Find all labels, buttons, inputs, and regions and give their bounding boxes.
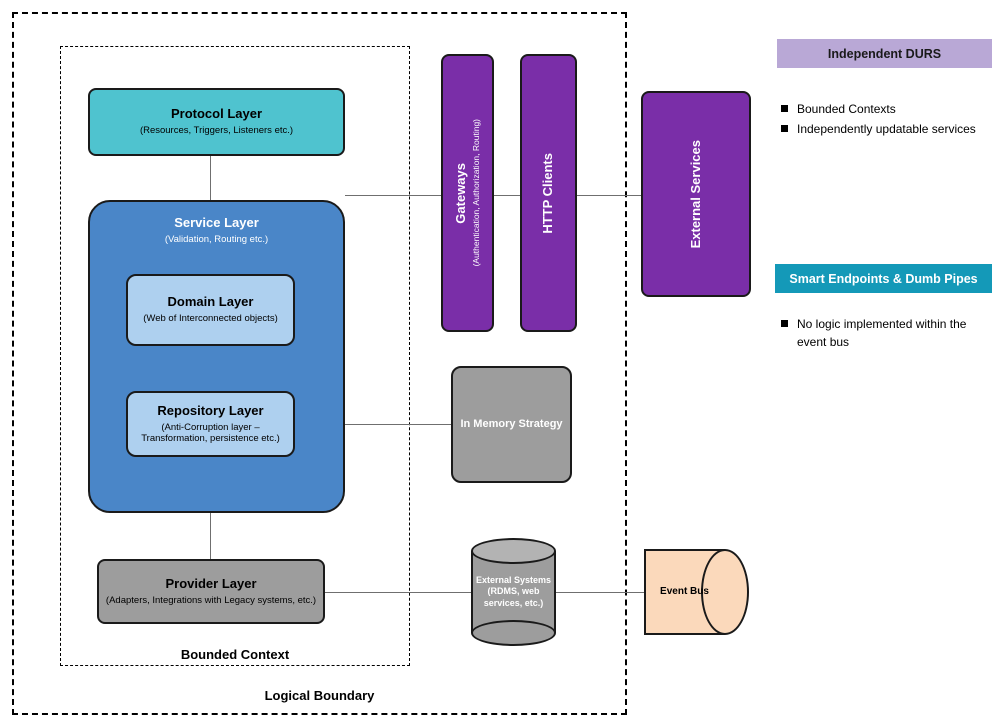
- repository-layer-box: [126, 391, 295, 457]
- external-systems-cylinder: [471, 538, 556, 646]
- connector-httpclients-external: [577, 195, 641, 196]
- legend-banner-independent-durs: Independent DURS: [777, 39, 992, 68]
- external-services-title-wrap: [689, 140, 704, 248]
- connector-protocol-gateways: [345, 195, 441, 196]
- bounded-context-label: Bounded Context: [180, 647, 290, 662]
- repository-layer-subtitle: (Anti-Corruption layer – Transformation, persistence etc.): [141, 421, 280, 444]
- external-systems-cylinder-top: [471, 538, 556, 564]
- gateways-title: Gateways: [452, 162, 468, 224]
- event-bus-title: Event Bus: [660, 585, 709, 597]
- gateways-box: [441, 54, 494, 332]
- domain-layer-title: Domain Layer: [167, 294, 254, 310]
- gateways-subtitle: (Authentication, Authorization, Routing): [470, 119, 481, 267]
- legend-item: Independently updatable services: [781, 120, 981, 138]
- provider-layer-subtitle: (Adapters, Integrations with Legacy systems, etc.): [105, 594, 317, 606]
- legend-list-independent-durs: [781, 100, 981, 140]
- external-systems-cylinder-bottom: [471, 620, 556, 646]
- domain-layer-box: [126, 274, 295, 346]
- external-systems-title: External Systems (RDMS, web services, etc.): [475, 575, 552, 608]
- service-layer-title: Service Layer: [174, 215, 259, 230]
- protocol-layer-box: [88, 88, 345, 156]
- external-services-box: [641, 91, 751, 297]
- protocol-layer-title: Protocol Layer: [170, 106, 263, 122]
- service-layer-subtitle: (Validation, Routing etc.): [164, 233, 269, 245]
- logical-boundary-label: Logical Boundary: [264, 688, 375, 703]
- connector-service-provider: [210, 512, 211, 559]
- event-bus-cylinder: [644, 549, 749, 635]
- repository-layer-title: Repository Layer: [157, 402, 264, 418]
- connector-externalsystems-eventbus: [556, 592, 644, 593]
- provider-layer-box: [97, 559, 325, 624]
- http-clients-title: HTTP Clients: [540, 152, 556, 234]
- connector-gateways-httpclients: [494, 195, 520, 196]
- gateways-title-wrap: [454, 163, 469, 224]
- protocol-layer-subtitle: (Resources, Triggers, Listeners etc.): [139, 125, 294, 137]
- legend-item: No logic implemented within the event bus: [781, 315, 981, 351]
- provider-layer-title: Provider Layer: [165, 575, 257, 591]
- legend-item: Bounded Contexts: [781, 100, 981, 118]
- domain-layer-subtitle: (Web of Interconnected objects): [143, 313, 278, 325]
- legend-banner-smart-endpoints: Smart Endpoints & Dumb Pipes: [775, 264, 992, 293]
- gateways-subtitle-wrap: [471, 119, 481, 266]
- http-clients-title-wrap: [541, 153, 556, 234]
- in-memory-strategy-title: In Memory Strategy: [460, 418, 563, 431]
- legend-list-smart-endpoints: [781, 315, 981, 353]
- http-clients-box: [520, 54, 577, 332]
- connector-provider-externalsystems: [325, 592, 471, 593]
- external-services-title: External Services: [687, 139, 703, 249]
- service-layer-box: [88, 200, 345, 513]
- connector-protocol-service: [210, 155, 211, 201]
- in-memory-strategy-box: [451, 366, 572, 483]
